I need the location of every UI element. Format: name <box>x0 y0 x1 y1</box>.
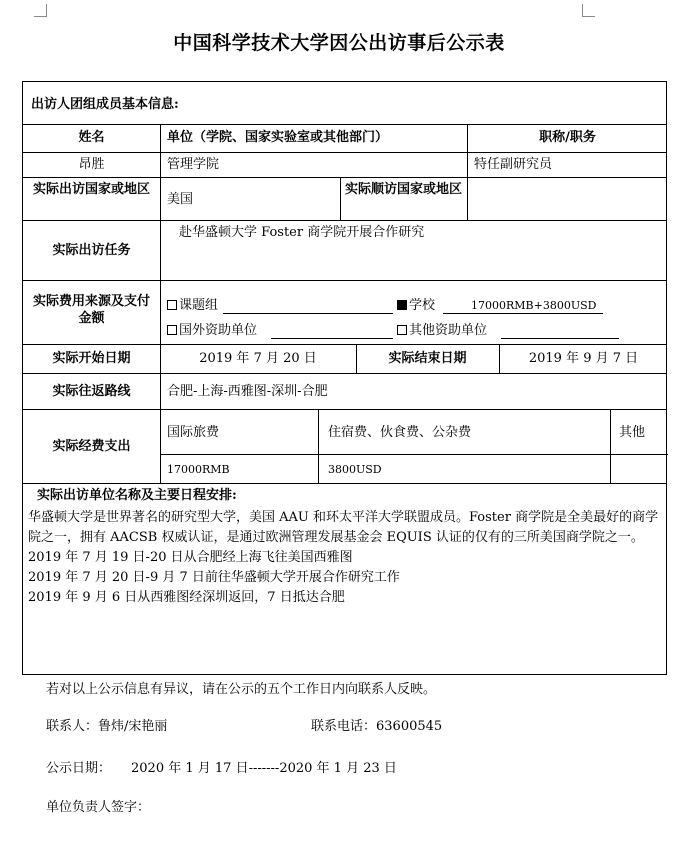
schedule-line: 2019 年 9 月 6 日从西雅图经深圳返回，7 日抵达合肥 <box>28 590 345 605</box>
contact-person <box>46 718 167 735</box>
school-amount: 17000RMB+3800USD <box>471 299 597 312</box>
rule <box>23 373 666 374</box>
contact-phone <box>311 718 442 735</box>
funding-school-option[interactable] <box>397 297 435 314</box>
footer-notice: 若对以上公示信息有异议，请在公示的五个工作日内向联系人反映。 <box>46 682 437 697</box>
other-checkbox[interactable] <box>397 325 407 335</box>
document-title: 中国科学技术大学因公出访事后公示表 <box>173 32 505 54</box>
rule <box>23 177 666 178</box>
rule <box>23 483 666 484</box>
rule <box>340 177 341 220</box>
expense-intl-value: 17000RMB <box>167 463 230 476</box>
foreign-amount-line <box>271 338 393 339</box>
project-checkbox[interactable] <box>167 300 177 310</box>
country-label: 实际出访国家或地区 <box>32 182 150 197</box>
rule <box>467 177 468 220</box>
date-value: 2020 年 1 月 17 日-------2020 年 1 月 23 日 <box>131 761 397 776</box>
foreign-checkbox[interactable] <box>167 325 177 335</box>
rule <box>23 152 666 153</box>
start-date-value: 2019 年 7 月 20 日 <box>199 351 317 366</box>
col-title-header: 职称/职务 <box>539 130 596 145</box>
member-title: 特任副研究员 <box>474 157 553 172</box>
members-header: 出访人团组成员基本信息: <box>31 97 179 112</box>
school-checkbox[interactable] <box>397 300 407 310</box>
expense-lodging-value: 3800USD <box>328 463 382 476</box>
project-amount-line <box>223 313 393 314</box>
rule <box>160 454 668 455</box>
member-unit: 管理学院 <box>167 157 220 172</box>
expense-intl-label: 国际旅费 <box>167 425 220 440</box>
expense-label: 实际经费支出 <box>52 439 131 454</box>
rule <box>23 280 666 281</box>
other-funding-label: 其他资助单位 <box>409 323 488 338</box>
publicity-form <box>22 81 667 675</box>
rule <box>23 124 666 125</box>
task-label: 实际出访任务 <box>52 243 131 258</box>
start-date-label: 实际开始日期 <box>52 351 131 366</box>
end-date-label: 实际结束日期 <box>388 351 467 366</box>
route-value: 合肥-上海-西雅图-深圳-合肥 <box>167 384 328 399</box>
transit-label: 实际顺访国家或地区 <box>344 182 462 197</box>
contact-label: 联系人： <box>46 719 99 734</box>
task-value: 赴华盛顿大学 Foster 商学院开展合作研究 <box>179 225 425 240</box>
crop-mark-left <box>34 4 47 17</box>
country-value: 美国 <box>167 192 194 207</box>
funding-project-option[interactable] <box>167 297 218 314</box>
schedule-header: 实际出访单位名称及主要日程安排: <box>37 488 237 503</box>
phone-label: 联系电话： <box>311 719 377 734</box>
col-name-header: 姓名 <box>78 130 105 145</box>
schedule-line: 2019 年 7 月 20 日-9 月 7 日前往华盛顿大学开展合作研究工作 <box>28 570 400 585</box>
school-amount-line <box>443 313 603 314</box>
date-label: 公示日期： <box>46 761 112 776</box>
end-date-value: 2019 年 9 月 7 日 <box>528 351 639 366</box>
rule <box>23 409 666 410</box>
publicity-date <box>46 760 397 777</box>
project-label: 课题组 <box>179 298 219 313</box>
rule <box>160 124 161 220</box>
funding-label: 实际费用来源及支付金额 <box>32 294 150 326</box>
contact-value: 鲁炜/宋艳丽 <box>98 719 168 734</box>
route-label: 实际往返路线 <box>52 384 131 399</box>
member-name: 昂胜 <box>78 157 105 172</box>
expense-lodging-label: 住宿费、伙食费、公杂费 <box>328 425 472 440</box>
schedule-line: 2019 年 7 月 19 日-20 日从合肥经上海飞往美国西雅图 <box>28 550 353 565</box>
schedule-content <box>28 508 663 608</box>
phone-value: 63600545 <box>376 719 443 734</box>
rule <box>23 344 666 345</box>
signature-label: 单位负责人签字： <box>46 800 151 815</box>
col-unit-header: 单位（学院、国家实验室或其他部门） <box>167 130 389 145</box>
crop-mark-right <box>582 4 595 17</box>
rule <box>318 409 319 483</box>
funding-foreign-option[interactable] <box>167 322 257 339</box>
rule <box>610 409 611 483</box>
funding-other-option[interactable] <box>397 322 487 339</box>
school-label: 学校 <box>409 298 436 313</box>
expense-other-label: 其他 <box>619 425 646 440</box>
foreign-label: 国外资助单位 <box>179 323 258 338</box>
rule <box>23 220 666 221</box>
schedule-line: 华盛顿大学是世界著名的研究型大学，美国 AAU 和环太平洋大学联盟成员。Foster 商学院是全美最好的商学院之一，拥有 AACSB 权威认证，是通过欧洲管理发展基金会 EQUIS 认证的仅有的三所美国商学院之一。 <box>28 510 659 545</box>
other-amount-line <box>501 338 619 339</box>
